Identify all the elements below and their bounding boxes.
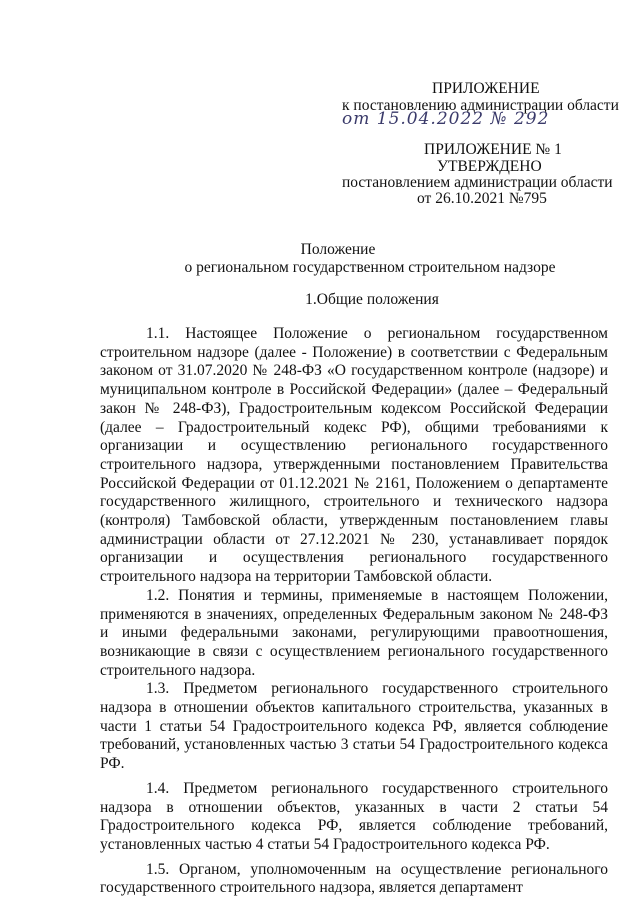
paragraph-1-2: 1.2. Понятия и термины, применяемые в настоящем Положении, применяются в значениях, определенных Федеральным законом № 248-ФЗ и иными федеральными законами, регулирующими правоотношения, возникающие в связи с осуществлением регионального государственного строительного надзора. xyxy=(100,586,608,679)
appendix-subtitle: к постановлению администрации области xyxy=(342,97,619,114)
appendix-label: ПРИЛОЖЕНИЕ xyxy=(432,80,540,97)
document-subtitle: о региональном государственном строительном надзоре xyxy=(184,259,556,276)
document-body xyxy=(100,325,608,898)
paragraph-1-1: 1.1. Настоящее Положение о региональном государственном строительном надзоре (далее - Положение) в соответствии с Федеральным законом от 31.07.2020 № 248-ФЗ «О государственном контроле (надзоре) и муниципальном контроле в Российской Федерации» (далее – Федеральный закон № 248-ФЗ), Градостроительным кодексом Российской Федерации (далее – Градостроительный кодекс РФ), общими требованиями к организации и осуществлению регионального государственного строительного надзора, утвержденными постановлением Правительства Российской Федерации от 01.12.2021 № 2161, Положением о департаменте государственного жилищного, строительного и технического надзора (контроля) Тамбовской области, утвержденным постановлением главы администрации области от 27.12.2021 № 230, устанавливает порядок организации и осуществления регионального государственного строительного надзора на территории Тамбовской области. xyxy=(100,325,608,586)
document-title: Положение xyxy=(300,241,376,258)
approved-label: УТВЕРЖДЕНО xyxy=(437,158,542,175)
approved-date: от 26.10.2021 №795 xyxy=(417,190,547,207)
appendix1-label: ПРИЛОЖЕНИЕ № 1 xyxy=(424,141,562,158)
paragraph-1-5: 1.5. Органом, уполномоченным на осуществление регионального государственного строительного надзора, является департамент xyxy=(100,860,608,897)
handwritten-date-line: от 15.04.2022 № 292 xyxy=(342,109,550,129)
section-heading: 1.Общие положения xyxy=(305,291,439,308)
approved-by: постановлением администрации области xyxy=(342,174,613,191)
paragraph-1-3: 1.3. Предметом регионального государственного строительного надзора в отношении объектов капитального строительства, указанных в части 1 статьи 54 Градостроительного кодекса РФ, является соблюдение требований, установленных частью 3 статьи 54 Градостроительного кодекса РФ. xyxy=(100,680,608,773)
paragraph-1-4: 1.4. Предметом регионального государственного строительного надзора в отношении объектов, указанных в части 2 статьи 54 Градостроительного кодекса РФ, является соблюдение требований, установленных частью 4 статьи 54 Градостроительного кодекса РФ. xyxy=(100,779,608,853)
